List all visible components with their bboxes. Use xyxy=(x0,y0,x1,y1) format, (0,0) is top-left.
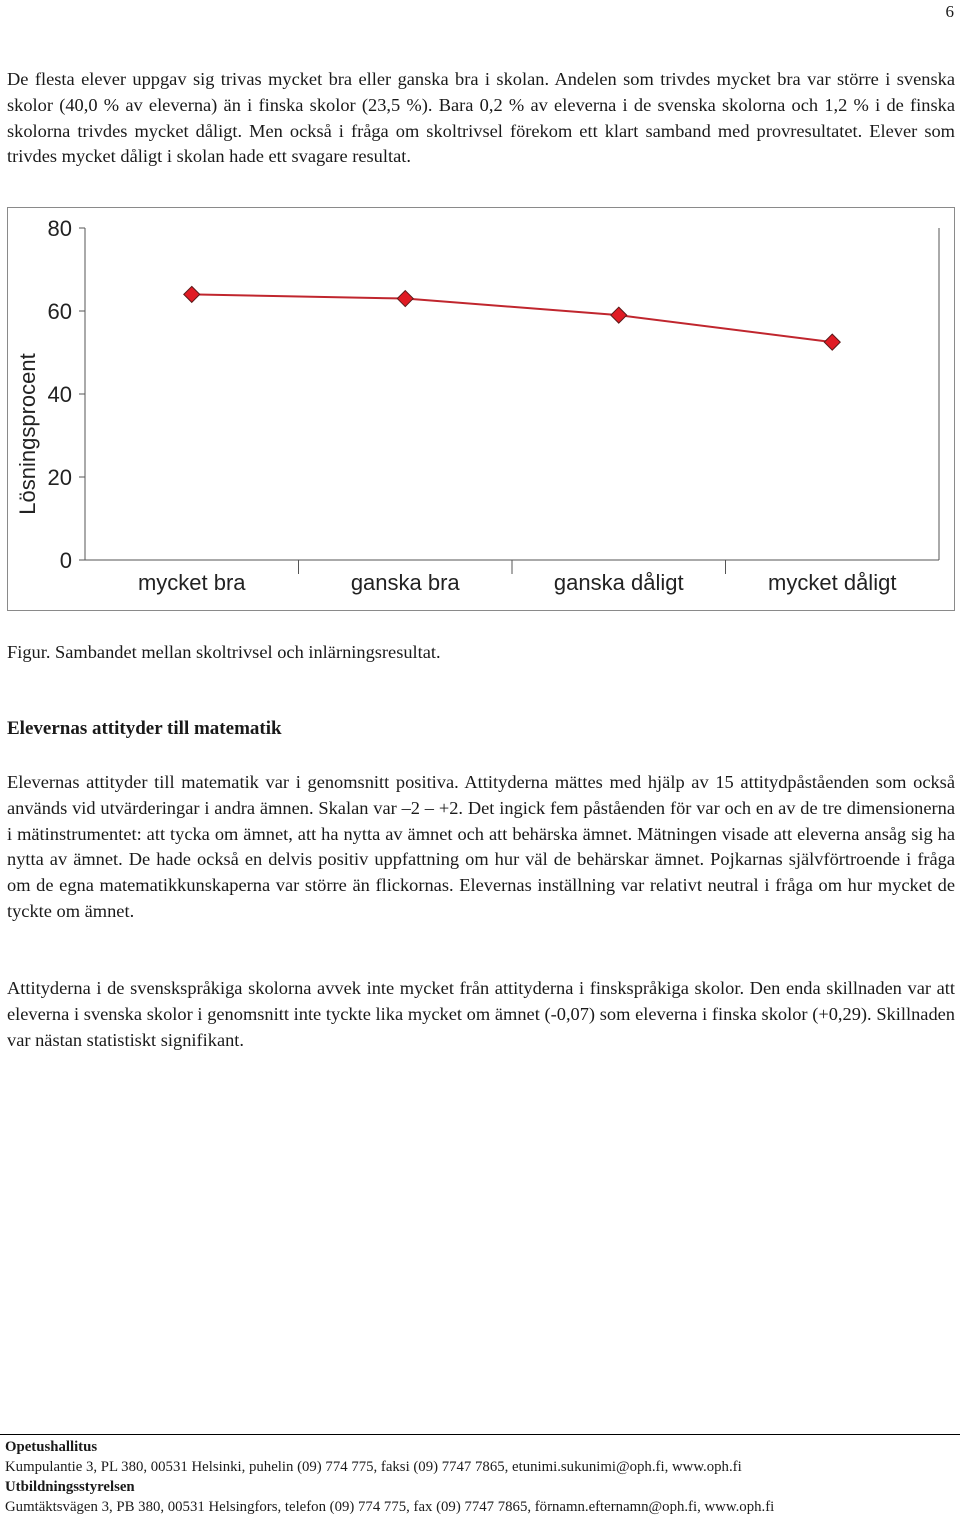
series-line xyxy=(192,294,833,342)
intro-paragraph: De flesta elever uppgav sig trivas mycket bra eller ganska bra i skolan. Andelen som trivdes mycket bra var större i svenska skolor (40,0 % av eleverna) än i finska skolor (23,5 %). Bara 0,2 % av eleverna i de svenska skolorna och 1,2 % i de finska skolorna trivdes mycket dåligt. Men också i fråga om skoltrivsel förekom ett klart samband med provresultatet. Elever som trivdes mycket dåligt i skolan hade ett svagare resultat. xyxy=(7,69,955,167)
data-point-marker xyxy=(184,286,200,302)
page-footer xyxy=(0,1434,960,1517)
section-heading: Elevernas attityder till matematik xyxy=(7,718,282,739)
chart-frame xyxy=(7,207,955,611)
y-tick-label: 20 xyxy=(47,465,72,490)
data-point-marker xyxy=(397,291,413,307)
line-chart xyxy=(8,208,954,610)
figure-caption: Figur. Sambandet mellan skoltrivsel och inlärningsresultat. xyxy=(7,642,441,662)
footer-address-fi: Kumpulantie 3, PL 380, 00531 Helsinki, puhelin (09) 774 775, faksi (09) 7747 7865, etunimi.sukunimi@oph.fi, www.oph.fi xyxy=(5,1459,742,1475)
y-tick-label: 80 xyxy=(47,216,72,241)
y-tick-label: 0 xyxy=(59,548,72,573)
footer-org-fi: Opetushallitus xyxy=(5,1439,98,1455)
page-number: 6 xyxy=(945,2,954,21)
footer-org-sv: Utbildningsstyrelsen xyxy=(5,1479,135,1495)
x-tick-label: ganska bra xyxy=(350,570,460,595)
comparison-paragraph: Attityderna i de svenskspråkiga skolorna avvek inte mycket från attityderna i finskspråkiga skolor. Den enda skillnaden var att eleverna i svenska skolor i genomsnitt inte tyckte lika mycket om ämnet (-0,07) som eleverna i finska skolor (+0,29). Skillnaden var nästan statistiskt signifikant. xyxy=(7,978,955,1050)
x-tick-label: ganska dåligt xyxy=(553,570,684,595)
data-point-marker xyxy=(824,334,840,350)
x-tick-label: mycket dåligt xyxy=(768,570,897,595)
y-tick-label: 40 xyxy=(47,382,72,407)
x-tick-label: mycket bra xyxy=(137,570,246,595)
attitudes-paragraph: Elevernas attityder till matematik var i genomsnitt positiva. Attityderna mättes med hjälp av 15 attitydpåståenden som också används vid utvärderingar i andra ämnen. Skalan var –2 – +2. Det ingick fem påståenden för var och en av de tre dimensionerna i mätinstrumentet: att tycka om ämnet, att ha nytta av ämnet och att behärska ämnet. Mätningen visade att eleverna ansåg sig ha nytta av ämnet. De hade också en delvis positiv uppfattning om hur väl de behärskar ämnet. Pojkarnas självförtroende i fråga om de egna matematikkunskaperna var större än flickornas. Elevernas inställning var relativt neutral i fråga om hur mycket de tyckte om ämnet. xyxy=(7,772,955,921)
footer-address-sv: Gumtäktsvägen 3, PB 380, 00531 Helsingfors, telefon (09) 774 775, fax (09) 7747 7865, förnamn.efternamn@oph.fi, www.oph.fi xyxy=(5,1499,775,1515)
y-axis-title: Lösningsprocent xyxy=(15,353,40,515)
y-tick-label: 60 xyxy=(47,299,72,324)
data-point-marker xyxy=(611,307,627,323)
